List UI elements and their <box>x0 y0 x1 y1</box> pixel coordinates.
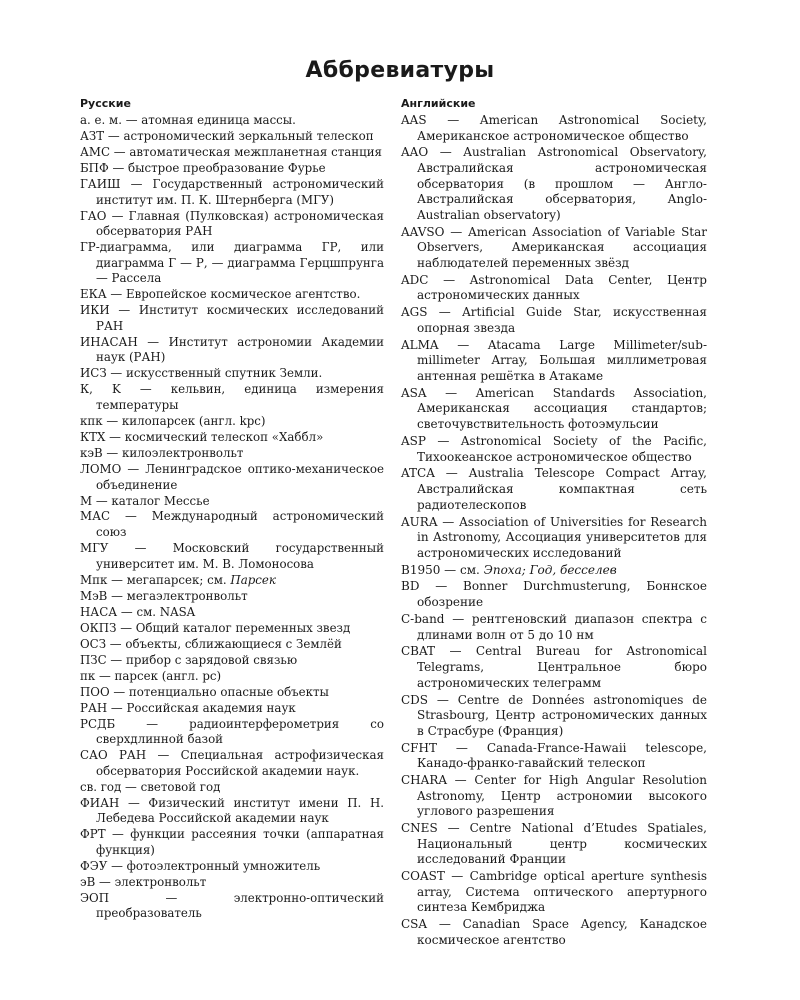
entry-text: РСДБ — радиоинтерферометрия со сверхдлинной базой <box>80 716 384 747</box>
entry-text: М — каталог Мессье <box>80 493 210 508</box>
entry-text: ASA — American Standards Association, Американская ассоциация стандартов; светочувствительность фотоэмульсии <box>401 385 707 432</box>
entry-text: ФИАН — Физический институт имени П. Н. Лебедева Российской академии наук <box>80 795 384 826</box>
english-abbreviations-column <box>401 96 707 950</box>
abbreviation-entry <box>80 637 384 653</box>
abbreviation-entry <box>80 509 384 540</box>
column-heading-english: Английские <box>401 97 476 110</box>
abbreviation-entry <box>401 563 707 579</box>
entry-text: B1950 — см. <box>401 562 484 577</box>
abbreviation-entry <box>80 827 384 858</box>
entry-text: КТХ — космический телескоп «Хаббл» <box>80 429 324 444</box>
abbreviation-entry <box>80 287 384 303</box>
entry-text: К, K — кельвин, единица измерения температуры <box>80 382 384 412</box>
entry-text: НАСА — см. NASA <box>80 604 196 619</box>
abbreviation-entry <box>401 869 707 916</box>
page-title: Аббревиатуры <box>305 58 495 83</box>
abbreviation-entry <box>80 891 384 922</box>
entry-text: кэВ — килоэлектронвольт <box>80 445 244 460</box>
entry-text: АМС — автоматическая межпланетная станция <box>80 144 383 159</box>
abbreviation-entry <box>80 240 384 287</box>
abbreviation-entry <box>80 796 384 827</box>
entry-text: ASP — Astronomical Society of the Pacific, Тихоокеанское астрономическое общество <box>401 433 707 464</box>
entry-text: AAVSO — American Association of Variable Star Observers, Американская ассоциация наблюдателей переменных звёзд <box>401 224 707 270</box>
entry-text: C-band — рентгеновский диапазон спектра с длинами волн от 5 до 10 нм <box>401 611 707 642</box>
russian-abbreviations-column <box>80 96 384 922</box>
entry-text: ПЗС — прибор с зарядовой связью <box>80 652 298 667</box>
abbreviation-entry <box>401 225 707 272</box>
entry-text: ФРТ — функции рассеяния точки (аппаратная функция) <box>80 827 384 857</box>
abbreviation-entry <box>80 209 384 240</box>
abbreviation-entry <box>401 821 707 868</box>
entry-text: ЭОП — электронно-оптический преобразователь <box>80 890 384 921</box>
entry-text: CHARA — Center for High Angular Resolution Astronomy, Центр астрономии высокого углового разрешения <box>401 773 707 819</box>
abbreviation-entry <box>80 717 384 748</box>
abbreviation-entry <box>401 145 707 223</box>
abbreviation-entry <box>401 644 707 691</box>
entry-text: CNES — Centre National d’Etudes Spatiales, Национальный центр космических исследований Франции <box>401 821 707 867</box>
abbreviation-entry <box>80 303 384 334</box>
entry-cross-reference: Эпоха; Год, бесселев <box>483 562 617 577</box>
entry-text: ОСЗ — объекты, сближающиеся с Землёй <box>80 636 342 651</box>
entry-text: AURA — Association of Universities for Research in Astronomy, Ассоциация университетов для астрономических исследований <box>401 514 707 560</box>
abbreviation-entry <box>401 338 707 385</box>
entry-text: ОКПЗ — Общий каталог переменных звезд <box>80 620 351 635</box>
entry-text: БПФ — быстрое преобразование Фурье <box>80 160 326 175</box>
abbreviation-entry <box>80 113 384 129</box>
entry-text: COAST — Cambridge optical aperture synthesis array, Система оптического апертурного синтеза Кембриджа <box>401 869 707 915</box>
abbreviation-entry <box>80 129 384 145</box>
abbreviation-entry <box>80 653 384 669</box>
abbreviation-entry <box>80 780 384 796</box>
entry-text: BD — Bonner Durchmusterung, Боннское обозрение <box>401 579 707 610</box>
entry-text: AAO — Australian Astronomical Observatory, Австралийская астрономическая обсерватория (в прошлом — Англо-Австралийская обсерватория, Anglo-Australian observatory) <box>401 145 707 222</box>
abbreviation-entry <box>80 748 384 779</box>
abbreviation-entry <box>80 685 384 701</box>
abbreviation-entry <box>401 273 707 304</box>
abbreviation-entry <box>80 446 384 462</box>
abbreviation-entry <box>401 741 707 772</box>
entry-text: ГАО — Главная (Пулковская) астрономическая обсерватория РАН <box>80 208 384 239</box>
abbreviation-entry <box>80 177 384 208</box>
entry-text: МэВ — мегаэлектронвольт <box>80 588 248 603</box>
entry-text: ПОО — потенциально опасные объекты <box>80 684 329 699</box>
abbreviation-entry <box>401 917 707 948</box>
entry-cross-reference: Парсек <box>230 572 276 587</box>
abbreviation-entry <box>401 466 707 513</box>
entry-text: CFHT — Canada-France-Hawaii telescope, Канадо-франко-гавайский телескоп <box>401 740 707 771</box>
entry-text: ФЭУ — фотоэлектронный умножитель <box>80 858 321 873</box>
abbreviation-entry <box>401 612 707 643</box>
abbreviation-entry <box>80 382 384 413</box>
abbreviation-entry <box>401 515 707 562</box>
entry-text: ГАИШ — Государственный астрономический институт им. П. К. Штернберга (МГУ) <box>80 176 384 207</box>
abbreviation-entry <box>80 875 384 891</box>
russian-entry-list <box>80 113 384 922</box>
entry-text: МГУ — Московский государственный университет им. М. В. Ломоносова <box>80 541 384 571</box>
abbreviation-entry <box>80 605 384 621</box>
entry-text: эВ — электронвольт <box>80 874 207 889</box>
abbreviation-entry <box>80 430 384 446</box>
abbreviation-entry <box>401 434 707 465</box>
entry-text: ИСЗ — искусственный спутник Земли. <box>80 366 323 381</box>
entry-text: ИКИ — Институт космических исследований РАН <box>80 303 384 333</box>
abbreviation-entry <box>401 386 707 433</box>
abbreviation-entry <box>80 541 384 572</box>
entry-text: ЛОМО — Ленинградское оптико-механическое объединение <box>80 461 384 492</box>
abbreviation-entry <box>80 414 384 430</box>
entry-text: а. е. м. — атомная единица массы. <box>80 113 296 127</box>
entry-text: CBAT — Central Bureau for Astronomical Telegrams, Центральное бюро астрономических телеграмм <box>401 644 707 690</box>
abbreviation-entry <box>80 573 384 589</box>
entry-text: САО РАН — Специальная астрофизическая обсерватория Российской академии наук. <box>80 748 384 778</box>
entry-text: РАН — Российская академия наук <box>80 700 296 715</box>
entry-text: CDS — Centre de Données astronomiques de Strasbourg, Центр астрономических данных в Страсбуре (Франция) <box>401 692 707 738</box>
entry-text: ATCA — Australia Telescope Compact Array, Австралийская компактная сеть радиотелескопов <box>401 466 707 512</box>
entry-text: ЕКА — Европейское космическое агентство. <box>80 287 361 302</box>
abbreviation-entry <box>80 366 384 382</box>
entry-text: МАС — Международный астрономический союз <box>80 509 384 540</box>
entry-text: АЗТ — астрономический зеркальный телескоп <box>80 128 374 143</box>
entry-text: CSA — Canadian Space Agency, Канадское космическое агентство <box>401 917 707 947</box>
abbreviation-entry <box>401 693 707 740</box>
abbreviation-entry <box>80 145 384 161</box>
english-entry-list <box>401 113 707 949</box>
abbreviation-entry <box>80 621 384 637</box>
entry-text: пк — парсек (англ. pc) <box>80 668 222 683</box>
abbreviation-entry <box>80 859 384 875</box>
abbreviation-entry <box>80 161 384 177</box>
entry-text: кпк — килопарсек (англ. kpc) <box>80 413 266 428</box>
abbreviation-entry <box>401 773 707 820</box>
entry-text: Мпк — мегапарсек; см. <box>80 572 231 587</box>
entry-text: св. год — световой год <box>80 779 221 794</box>
entry-text: AGS — Artificial Guide Star, искусственная опорная звезда <box>401 305 707 335</box>
abbreviation-entry <box>401 305 707 336</box>
abbreviation-entry <box>80 494 384 510</box>
entry-text: ADC — Astronomical Data Center, Центр астрономических данных <box>401 272 707 303</box>
entry-text: ИНАСАН — Институт астрономии Академии наук (РАН) <box>80 334 384 365</box>
abbreviation-entry <box>80 589 384 605</box>
abbreviation-entry <box>80 335 384 366</box>
entry-text: ALMA — Atacama Large Millimeter/sub-millimeter Array, Большая миллиметровая антенная решётка в Атакаме <box>401 337 707 383</box>
abbreviation-entry <box>80 701 384 717</box>
entry-text: ГР-диаграмма, или диаграмма ГР, или диаграмма Г — Р, — диаграмма Герцшпрунга — Рассела <box>80 240 384 286</box>
abbreviation-entry <box>80 669 384 685</box>
abbreviation-entry <box>401 113 707 144</box>
entry-text: AAS — American Astronomical Society, Американское астрономическое общество <box>401 113 707 143</box>
column-heading-russian: Русские <box>80 97 131 110</box>
abbreviation-entry <box>80 462 384 493</box>
abbreviation-entry <box>401 579 707 610</box>
